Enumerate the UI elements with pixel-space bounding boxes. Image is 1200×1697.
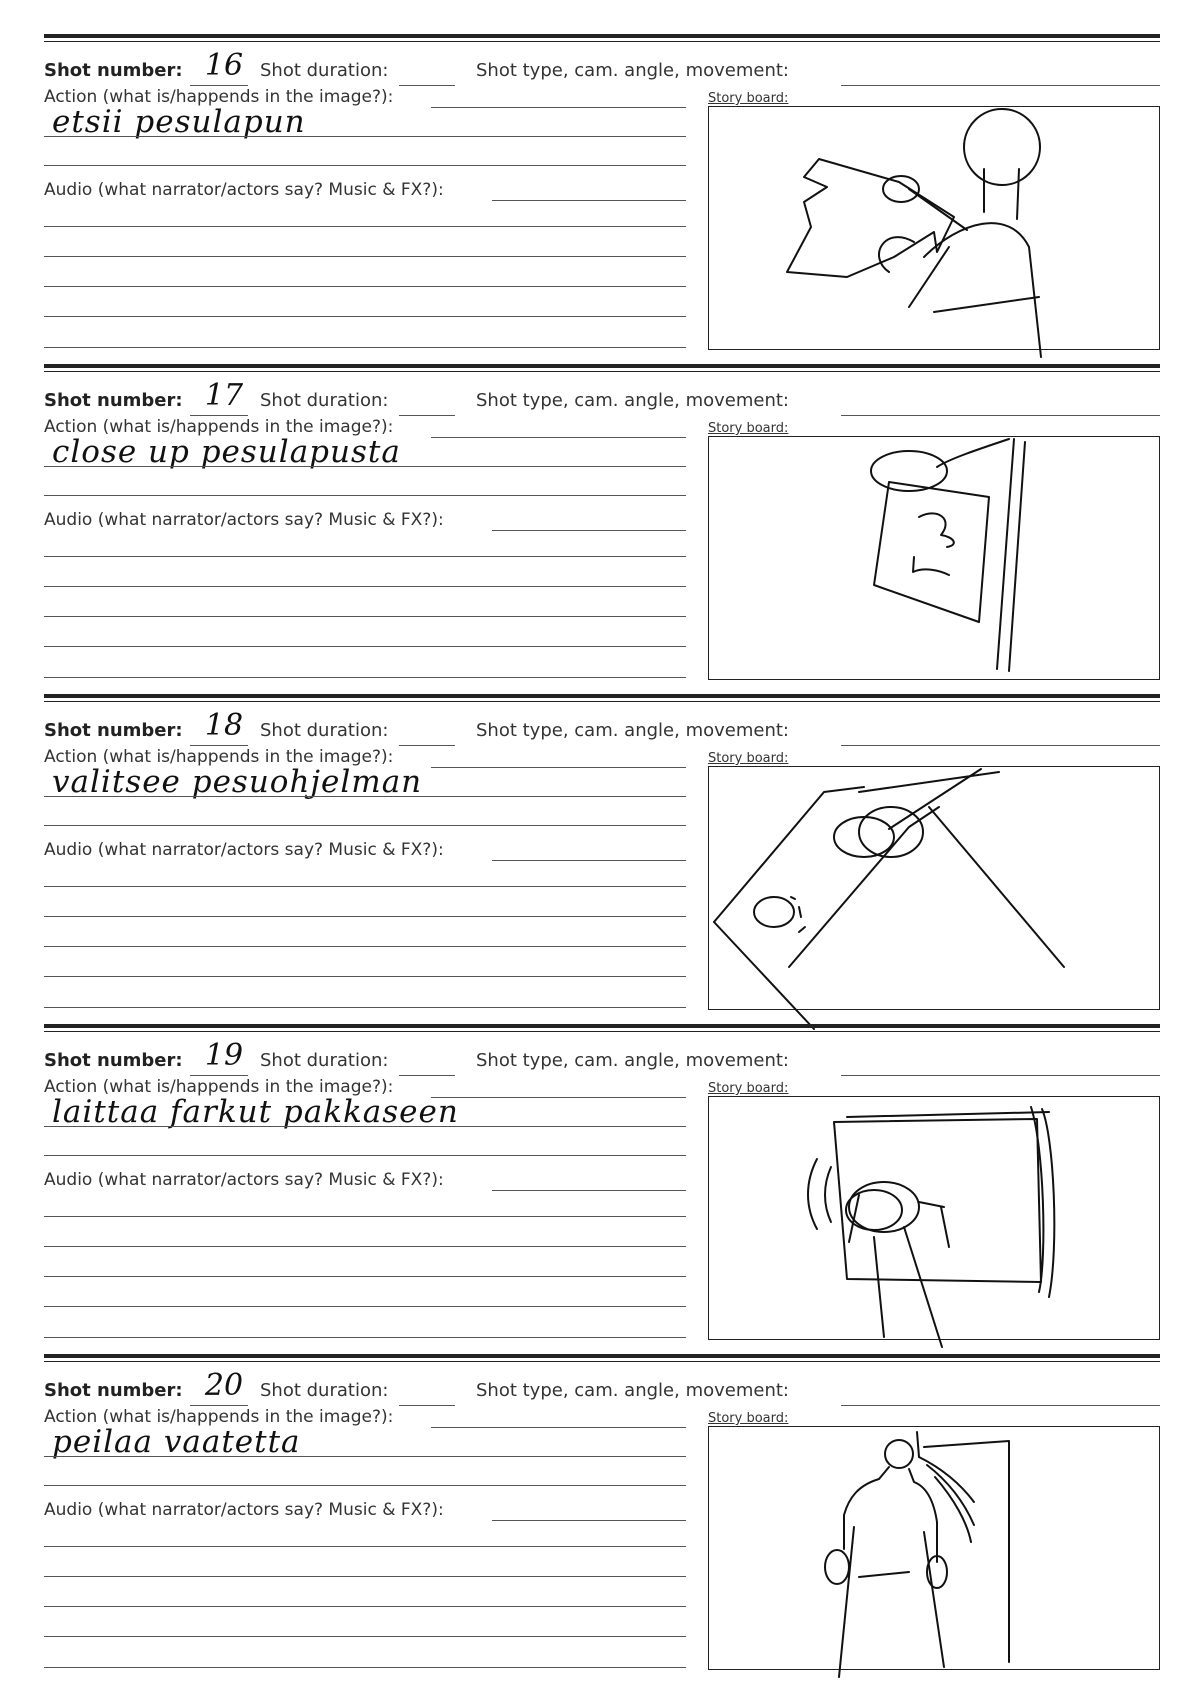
- shot-type-field[interactable]: [841, 415, 1160, 416]
- section-divider: [44, 694, 1160, 698]
- writing-line[interactable]: [44, 1155, 686, 1156]
- writing-line[interactable]: [44, 165, 686, 166]
- shot-number-label: Shot number:: [44, 1050, 183, 1071]
- shot-type-label: Shot type, cam. angle, movement:: [476, 390, 789, 411]
- writing-line[interactable]: [44, 136, 686, 137]
- action-label: Action (what is/happends in the image?):: [44, 87, 394, 107]
- writing-line[interactable]: [44, 886, 686, 887]
- shot-header: [44, 708, 1160, 743]
- shot-type-field[interactable]: [841, 1075, 1160, 1076]
- shot-type-label: Shot type, cam. angle, movement:: [476, 1380, 789, 1401]
- shot-number-value: 18: [204, 708, 244, 743]
- writing-line[interactable]: [44, 677, 686, 678]
- action-handwriting: peilaa vaatetta: [52, 1424, 301, 1460]
- action-field[interactable]: [431, 1097, 686, 1098]
- writing-line[interactable]: [44, 1216, 686, 1217]
- audio-field[interactable]: [492, 530, 686, 531]
- shot-duration-label: Shot duration:: [260, 720, 389, 741]
- writing-line[interactable]: [44, 1456, 686, 1457]
- action-handwriting: valitsee pesuohjelman: [52, 764, 423, 800]
- shot-duration-field[interactable]: [399, 415, 455, 416]
- storyboard-sketch: [709, 1427, 1159, 1687]
- action-label: Action (what is/happends in the image?):: [44, 417, 394, 437]
- section-divider: [44, 364, 1160, 368]
- writing-line[interactable]: [44, 796, 686, 797]
- writing-line[interactable]: [44, 1546, 686, 1547]
- writing-line[interactable]: [44, 825, 686, 826]
- shot-type-label: Shot type, cam. angle, movement:: [476, 1050, 789, 1071]
- writing-line[interactable]: [44, 286, 686, 287]
- action-handwriting: laittaa farkut pakkaseen: [52, 1094, 459, 1130]
- writing-line[interactable]: [44, 1126, 686, 1127]
- writing-line[interactable]: [44, 586, 686, 587]
- audio-field[interactable]: [492, 1190, 686, 1191]
- shot-type-label: Shot type, cam. angle, movement:: [476, 60, 789, 81]
- shot-number-label: Shot number:: [44, 1380, 183, 1401]
- shot-number-field[interactable]: [190, 745, 248, 746]
- writing-line[interactable]: [44, 916, 686, 917]
- shot-header: [44, 1368, 1160, 1403]
- shot-block: [44, 694, 1160, 1024]
- shot-type-field[interactable]: [841, 1405, 1160, 1406]
- story-board-frame[interactable]: [708, 766, 1160, 1010]
- shot-block: [44, 364, 1160, 694]
- writing-line[interactable]: [44, 1276, 686, 1277]
- audio-label: Audio (what narrator/actors say? Music & FX?):: [44, 840, 444, 860]
- writing-line[interactable]: [44, 347, 686, 348]
- writing-line[interactable]: [44, 316, 686, 317]
- story-board-frame[interactable]: [708, 1426, 1160, 1670]
- shot-duration-label: Shot duration:: [260, 390, 389, 411]
- action-field[interactable]: [431, 1427, 686, 1428]
- shot-header: [44, 1038, 1160, 1073]
- storyboard-sketch: [709, 1097, 1159, 1357]
- writing-line[interactable]: [44, 1576, 686, 1577]
- audio-field[interactable]: [492, 1520, 686, 1521]
- action-field[interactable]: [431, 437, 686, 438]
- storyboard-sketch: [709, 437, 1159, 697]
- writing-line[interactable]: [44, 466, 686, 467]
- shot-number-label: Shot number:: [44, 390, 183, 411]
- shot-block: [44, 1354, 1160, 1684]
- shot-block: [44, 1024, 1160, 1354]
- writing-line[interactable]: [44, 1306, 686, 1307]
- action-label: Action (what is/happends in the image?):: [44, 1077, 394, 1097]
- action-label: Action (what is/happends in the image?):: [44, 747, 394, 767]
- audio-label: Audio (what narrator/actors say? Music & FX?):: [44, 510, 444, 530]
- writing-line[interactable]: [44, 1246, 686, 1247]
- shot-header: [44, 378, 1160, 413]
- writing-line[interactable]: [44, 616, 686, 617]
- shot-number-field[interactable]: [190, 1405, 248, 1406]
- story-board-label: Story board:: [708, 1081, 789, 1096]
- shot-number-value: 16: [204, 48, 244, 83]
- story-board-frame[interactable]: [708, 1096, 1160, 1340]
- shot-duration-field[interactable]: [399, 85, 455, 86]
- story-board-label: Story board:: [708, 421, 789, 436]
- shot-type-field[interactable]: [841, 745, 1160, 746]
- writing-line[interactable]: [44, 1485, 686, 1486]
- story-board-label: Story board:: [708, 1411, 789, 1426]
- shot-number-label: Shot number:: [44, 720, 183, 741]
- action-field[interactable]: [431, 767, 686, 768]
- writing-line[interactable]: [44, 1007, 686, 1008]
- shot-duration-label: Shot duration:: [260, 1380, 389, 1401]
- writing-line[interactable]: [44, 1636, 686, 1637]
- story-board-label: Story board:: [708, 751, 789, 766]
- writing-line[interactable]: [44, 976, 686, 977]
- writing-line[interactable]: [44, 256, 686, 257]
- writing-line[interactable]: [44, 1606, 686, 1607]
- shot-number-value: 20: [204, 1368, 244, 1403]
- shot-number-value: 17: [204, 378, 244, 413]
- section-divider: [44, 1024, 1160, 1028]
- audio-label: Audio (what narrator/actors say? Music & FX?):: [44, 1500, 444, 1520]
- section-divider: [44, 371, 1160, 372]
- action-field[interactable]: [431, 107, 686, 108]
- audio-field[interactable]: [492, 860, 686, 861]
- writing-line[interactable]: [44, 1337, 686, 1338]
- shot-duration-field[interactable]: [399, 1075, 455, 1076]
- shot-number-field[interactable]: [190, 415, 248, 416]
- shot-number-value: 19: [204, 1038, 244, 1073]
- section-divider: [44, 1354, 1160, 1358]
- shot-number-field[interactable]: [190, 1075, 248, 1076]
- action-handwriting: etsii pesulapun: [52, 104, 306, 140]
- section-divider: [44, 1031, 1160, 1032]
- section-divider: [44, 41, 1160, 42]
- writing-line[interactable]: [44, 946, 686, 947]
- story-board-frame[interactable]: [708, 106, 1160, 350]
- shot-type-field[interactable]: [841, 85, 1160, 86]
- shot-type-label: Shot type, cam. angle, movement:: [476, 720, 789, 741]
- section-divider: [44, 1361, 1160, 1362]
- shot-duration-field[interactable]: [399, 1405, 455, 1406]
- writing-line[interactable]: [44, 646, 686, 647]
- writing-line[interactable]: [44, 226, 686, 227]
- writing-line[interactable]: [44, 495, 686, 496]
- shot-number-label: Shot number:: [44, 60, 183, 81]
- shot-header: [44, 48, 1160, 83]
- shot-duration-label: Shot duration:: [260, 60, 389, 81]
- story-board-frame[interactable]: [708, 436, 1160, 680]
- audio-label: Audio (what narrator/actors say? Music & FX?):: [44, 180, 444, 200]
- audio-field[interactable]: [492, 200, 686, 201]
- shot-duration-field[interactable]: [399, 745, 455, 746]
- storyboard-sketch: [709, 767, 1159, 1027]
- writing-line[interactable]: [44, 1667, 686, 1668]
- section-divider: [44, 34, 1160, 38]
- action-label: Action (what is/happends in the image?):: [44, 1407, 394, 1427]
- writing-line[interactable]: [44, 556, 686, 557]
- audio-label: Audio (what narrator/actors say? Music & FX?):: [44, 1170, 444, 1190]
- shot-number-field[interactable]: [190, 85, 248, 86]
- section-divider: [44, 701, 1160, 702]
- action-handwriting: close up pesulapusta: [52, 434, 401, 470]
- story-board-label: Story board:: [708, 91, 789, 106]
- shot-duration-label: Shot duration:: [260, 1050, 389, 1071]
- storyboard-sketch: [709, 107, 1159, 367]
- shot-block: [44, 34, 1160, 364]
